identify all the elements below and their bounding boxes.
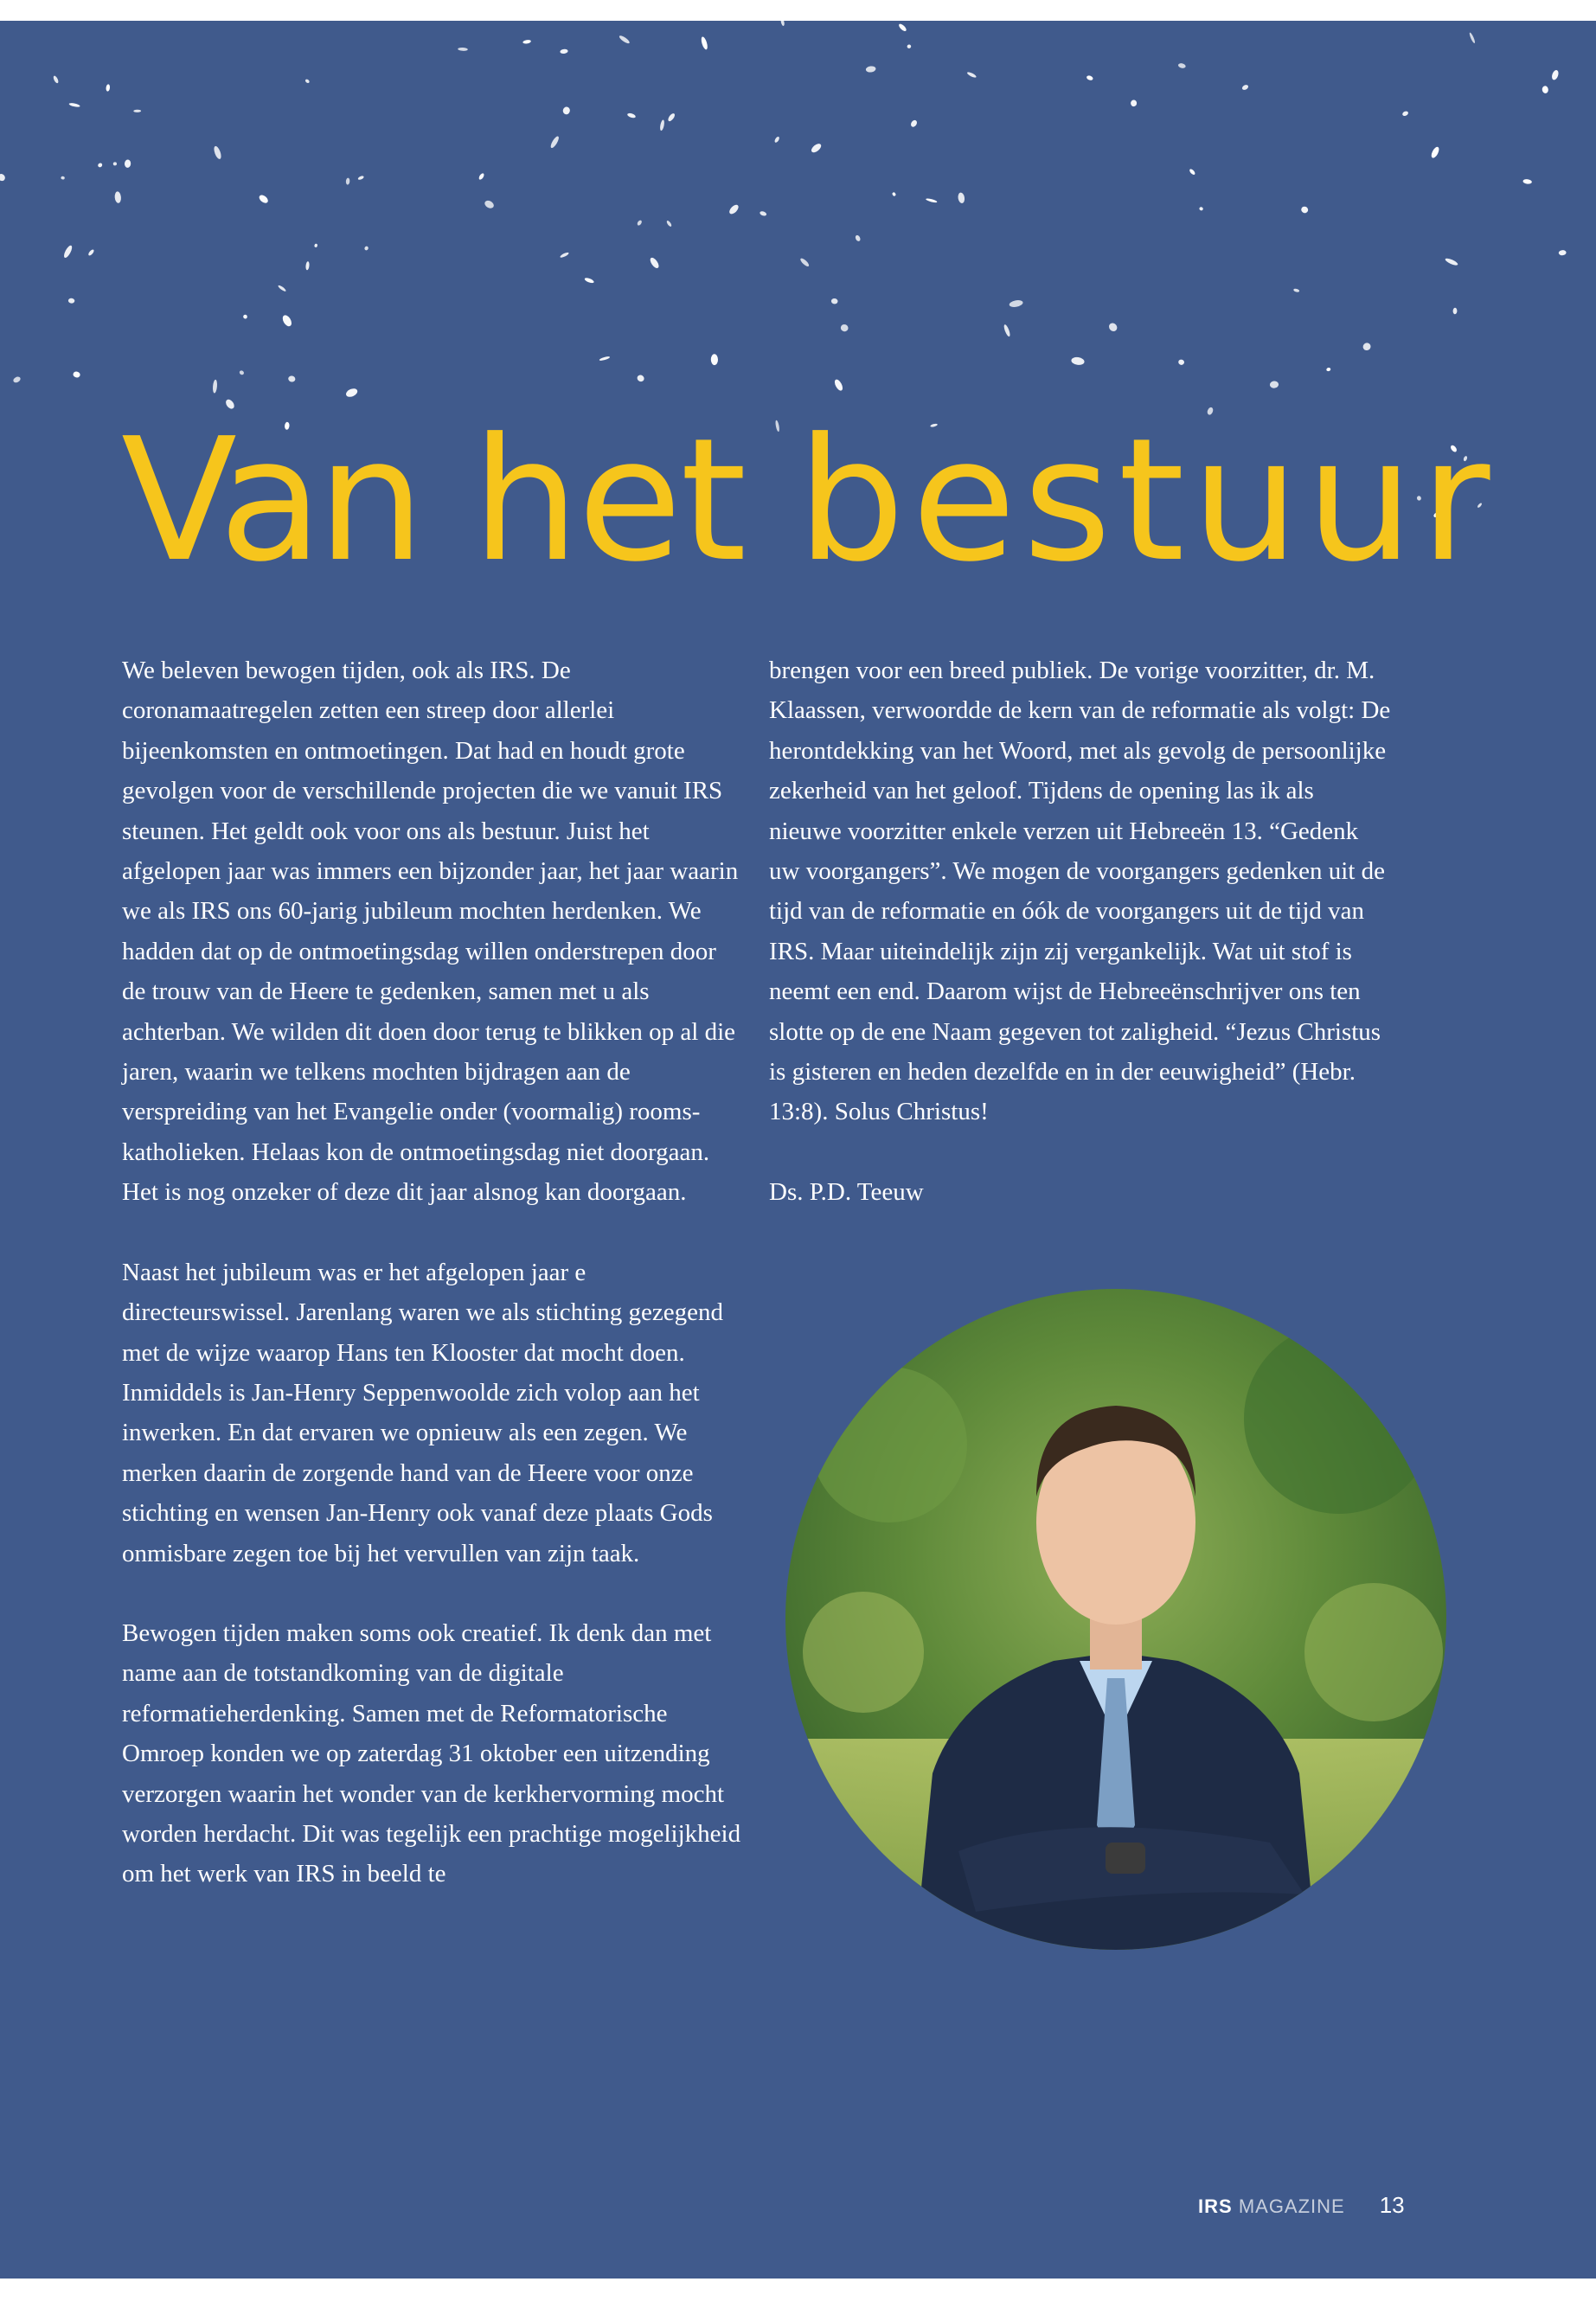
star-flake (1401, 111, 1408, 118)
star-flake (1430, 145, 1440, 158)
star-flake (799, 257, 810, 267)
brand-magazine: MAGAZINE (1238, 2195, 1345, 2217)
star-flake (1009, 299, 1023, 308)
star-flake (898, 22, 907, 32)
star-flake (125, 159, 131, 168)
star-flake (346, 177, 350, 184)
star-flake (97, 162, 103, 168)
star-flake (213, 145, 222, 160)
star-flake (1189, 168, 1196, 176)
star-flake (599, 356, 610, 362)
star-flake (560, 252, 569, 259)
star-flake (345, 387, 359, 398)
star-flake (112, 162, 117, 166)
star-flake (12, 375, 22, 383)
star-flake (62, 245, 74, 260)
star-flake (958, 192, 965, 203)
star-flake (1178, 359, 1185, 366)
star-flake (1293, 288, 1300, 292)
star-flake (1522, 179, 1532, 185)
title-word-het: het (471, 402, 746, 599)
star-flake (831, 298, 838, 304)
star-flake (773, 136, 779, 144)
star-flake (357, 175, 364, 180)
star-flake (1453, 308, 1458, 314)
article-column-right (769, 651, 1392, 1252)
star-flake (281, 314, 293, 328)
star-flake (1269, 381, 1279, 388)
star-flake (1177, 62, 1186, 68)
star-flake (649, 256, 661, 269)
star-flake (560, 48, 568, 54)
star-flake (907, 44, 912, 49)
star-flake (619, 35, 631, 45)
star-flake (1300, 206, 1309, 215)
paragraph: We beleven bewogen tijden, ook als IRS. De coronamaatregelen zetten een streep door allerlei bijeenkomsten en ontmoetingen. Dat had en houdt grote gevolgen voor de verschillende projecten die we vanuit IRS steunen. Het geldt ook voor ons als bestuur. Juist het afgelopen jaar was immers een bijzonder jaar, het jaar waarin we als IRS ons 60-jarig jubileum mochten herdenken. We hadden dat op de ontmoetingsdag willen onderstrepen door de trouw van de Heere te gedenken, samen met u als achterban. We wilden dit doen door terug te blikken op al die jaren, waarin we telkens mochten bijdragen aan de verspreiding van het Evangelie onder (voormalig) rooms-katholieken. Helaas kon de ontmoetingsdag niet doorgaan. Het is nog onzeker of deze dit jaar alsnog kan doorgaan. (122, 657, 739, 1207)
star-flake (1086, 74, 1093, 80)
star-flake (1542, 86, 1548, 93)
page-number: 13 (1379, 2192, 1405, 2218)
star-flake (910, 119, 919, 128)
star-flake (1469, 32, 1476, 44)
star-flake (840, 324, 849, 333)
star-flake (810, 142, 823, 154)
star-flake (866, 66, 876, 73)
star-flake (212, 380, 217, 394)
star-flake (833, 378, 844, 392)
star-flake (305, 261, 310, 271)
paragraph: brengen voor een breed publiek. De vorige voorzitter, dr. M. Klaassen, verwoordde de kern van de reformatie als volgt: De herontdekking van het Woord, met als gevolg de persoonlijke zekerheid van het geloof. Tijdens de opening las ik als nieuwe voorzitter enkele verzen uit Hebreeën 13. “Gedenk uw voorgangers”. We mogen de voorgangers gedenken uit de tijd van de reformatie en óók de voorgangers uit de tijd van IRS. Maar uiteindelijk zijn zij vergankelijk. Wat uit stof is neemt een end. Daarom wijst de Hebreeënschrijver ons ten slotte op de ene Naam gegeven tot zaligheid. “Jezus Christus is gisteren en heden dezelfde en in der eeuwigheid” (Hebr. 13:8). Solus Christus! (769, 657, 1391, 1126)
star-flake (666, 220, 673, 228)
title-word-van: Van (121, 402, 420, 599)
star-flake (584, 277, 594, 284)
star-flake (478, 172, 485, 180)
star-flake (1241, 84, 1249, 91)
star-flake (1551, 69, 1560, 80)
star-flake (711, 354, 718, 365)
star-flake (1107, 322, 1118, 333)
star-flake (61, 176, 65, 180)
page-title (121, 401, 1497, 600)
star-flake (87, 248, 95, 256)
star-flake (1003, 324, 1011, 336)
star-flake (1362, 342, 1372, 352)
star-flake (0, 172, 7, 182)
star-flake (562, 106, 571, 115)
page-footer (1198, 2192, 1405, 2219)
star-flake (458, 48, 468, 51)
star-flake (484, 199, 496, 210)
star-flake (1071, 356, 1085, 366)
star-flake (627, 112, 637, 119)
star-flake (53, 75, 60, 84)
paragraph: Naast het jubileum was er het afgelopen jaar e directeurswissel. Jarenlang waren we als stichting gezegend met de wijze waarop Hans ten Klooster dat mocht doen. Inmiddels is Jan-Henry Seppenwoolde zich volop aan het inwerken. En dat ervaren we opnieuw als een zegen. We merken daarin de zorgende hand van de Heere voor onze stichting en wensen Jan-Henry ook vanaf deze plaats Gods onmisbare zegen toe bij het vervullen van zijn taak. (122, 1258, 723, 1567)
star-flake (239, 369, 245, 375)
title-word-bestuur: bestuur (797, 402, 1497, 599)
star-flake (637, 220, 643, 227)
magazine-brand (1198, 2195, 1345, 2218)
star-flake (1326, 368, 1331, 372)
star-flake (133, 110, 141, 112)
star-flake (659, 119, 665, 131)
star-flake (288, 375, 296, 382)
article-column-left (122, 651, 745, 1934)
star-flake (926, 198, 938, 204)
author-portrait-photo (785, 1289, 1446, 1950)
star-flake (1559, 250, 1567, 256)
star-flake (73, 371, 81, 379)
star-flake (549, 135, 561, 149)
star-flake (966, 71, 977, 79)
star-flake (892, 192, 896, 197)
brand-irs: IRS (1198, 2195, 1233, 2217)
star-flake (667, 112, 676, 123)
star-flake (1445, 257, 1458, 266)
star-flake (278, 285, 287, 292)
author-signature: Ds. P.D. Teeuw (769, 1177, 924, 1206)
star-flake (780, 21, 785, 26)
star-flake (314, 243, 317, 247)
star-flake (1199, 207, 1203, 211)
star-flake (522, 39, 531, 44)
star-flake (636, 374, 645, 383)
star-flake (364, 246, 369, 251)
star-flake (700, 36, 708, 50)
magazine-page (0, 21, 1596, 2279)
star-flake (68, 102, 80, 107)
star-flake (106, 84, 110, 92)
star-flake (114, 191, 121, 203)
star-flake (304, 79, 310, 84)
paragraph: Bewogen tijden maken soms ook creatief. Ik denk dan met name aan de totstandkoming van de digitale reformatieherdenking. Samen met de Reformatorische Omroep konden we op zaterdag 31 oktober een uitzending verzorgen waarin het wonder van de kerkhervorming mocht worden herdacht. Dit was tegelijk een prachtige mogelijkheid om het werk van IRS in beeld te (122, 1618, 741, 1888)
star-flake (242, 314, 247, 319)
star-flake (855, 234, 862, 242)
star-flake (1131, 99, 1137, 106)
star-flake (258, 194, 270, 205)
star-flake (68, 298, 75, 303)
star-flake (727, 203, 740, 215)
star-flake (760, 210, 767, 216)
